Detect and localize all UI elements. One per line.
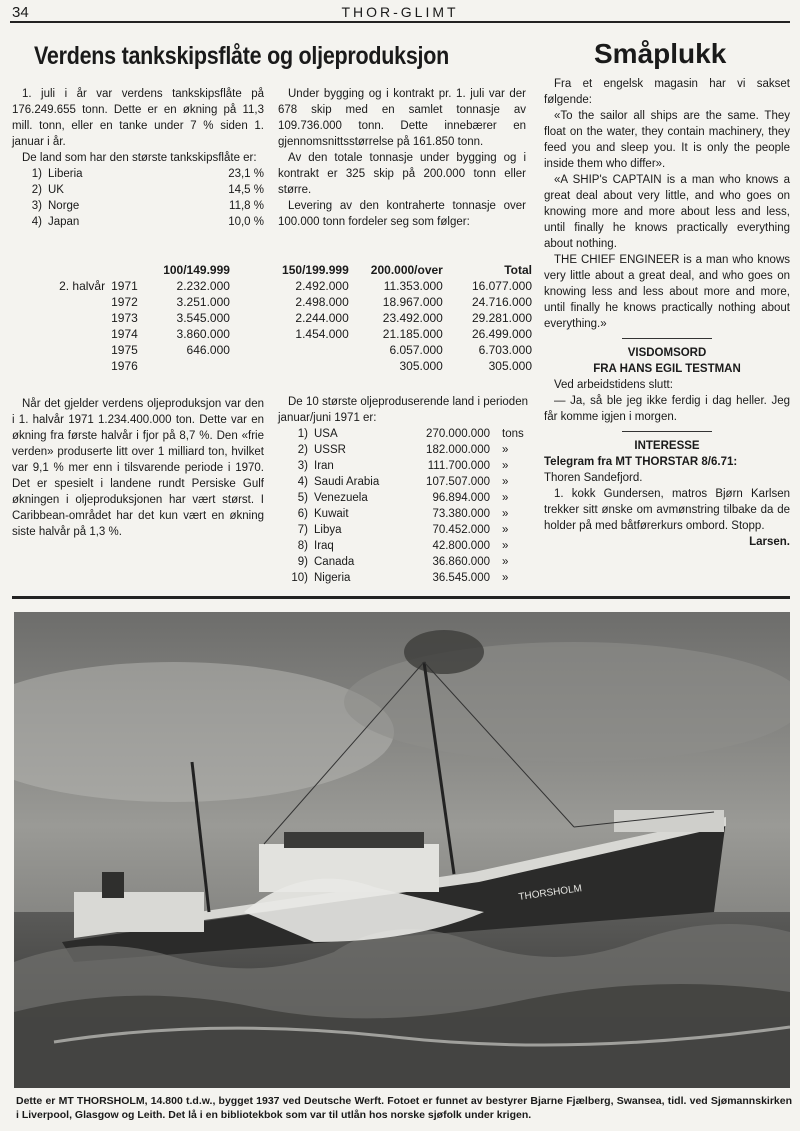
- table-cell: [230, 342, 349, 358]
- unit: »: [502, 492, 509, 504]
- article-title: Verdens tankskipsflåte og oljeproduksjon: [34, 42, 450, 70]
- rank: 10): [291, 572, 308, 584]
- rank: 8): [297, 540, 308, 552]
- table-cell: 1972: [111, 295, 138, 309]
- unit: »: [502, 444, 509, 456]
- table-cell: 2.244.000: [295, 311, 349, 325]
- table-row: [12, 342, 532, 358]
- list-item: [278, 522, 528, 538]
- country: USA: [314, 428, 338, 440]
- list-item: [278, 554, 528, 570]
- table-cell: 2.498.000: [295, 295, 349, 309]
- table-cell: 18.967.000: [382, 295, 443, 309]
- quote: «To the sailor all ships are the same. They float on the water, they contain machinery, they feed you and sleep you. It is only the people inside them who differ».: [544, 110, 790, 170]
- country: Liberia: [48, 168, 83, 180]
- section-heading: INTERESSE: [634, 440, 700, 452]
- rank: 4): [297, 476, 308, 488]
- table-header: [12, 262, 532, 278]
- smoke: [404, 630, 484, 674]
- delivery-table: [12, 262, 532, 374]
- table-cell: 11.353.000: [383, 279, 443, 293]
- table-cell: 2. halvår: [59, 279, 106, 293]
- smaplukk-column: [544, 76, 790, 550]
- country-list: [12, 166, 264, 230]
- header-cell: 100/149.999: [163, 263, 230, 277]
- telegram-heading: Telegram fra MT THORSTAR 8/6.71:: [544, 456, 738, 468]
- unit: »: [502, 524, 509, 536]
- header-cell: Total: [504, 263, 532, 277]
- list-item: [278, 570, 528, 586]
- table-cell: 1976: [111, 359, 138, 373]
- page-number: 34: [12, 4, 29, 21]
- table-cell: 23.492.000: [382, 311, 443, 325]
- table-cell: 21.185.000: [382, 327, 443, 341]
- table-row: [12, 358, 532, 374]
- paragraph: Under bygging og i kontrakt pr. 1. juli var der 678 skip med en samlet tonnasje av 109.736.000 tonn. Dette innebærer en gjennomsnittsstørrelse på 161.850 tonn.: [278, 88, 526, 148]
- country: Libya: [314, 524, 342, 536]
- table-cell: 6.057.000: [389, 343, 443, 357]
- table-cell: [12, 358, 111, 374]
- country: Nigeria: [314, 572, 351, 584]
- rank: 6): [297, 508, 308, 520]
- share: 14,5 %: [228, 184, 264, 196]
- production: 70.452.000: [432, 524, 490, 536]
- list-item: [12, 166, 264, 182]
- rank: 4): [31, 216, 42, 228]
- production: 42.800.000: [432, 540, 490, 552]
- section-divider: [622, 338, 712, 339]
- header-cell: 150/199.999: [282, 263, 349, 277]
- article-column-1: [12, 86, 264, 230]
- ship-photo: [14, 612, 790, 1088]
- telegram-text: 1. kokk Gundersen, matros Bjørn Karlsen trekker sitt ønske om avmønstring tilbake da de holder på med båtførerkurs ombord. Stopp.: [544, 488, 790, 532]
- table-cell: 1971: [111, 279, 138, 293]
- telegram-signature: Larsen.: [749, 536, 790, 548]
- section-subheading: FRA HANS EGIL TESTMAN: [593, 363, 741, 375]
- unit: »: [502, 540, 509, 552]
- country: Iran: [314, 460, 334, 472]
- article-column-2: [278, 86, 526, 230]
- unit: tons: [502, 428, 524, 440]
- unit: »: [502, 476, 509, 488]
- table-cell: 3.860.000: [176, 327, 230, 341]
- table-cell: 1.454.000: [295, 327, 349, 341]
- table-cell: 305.000: [488, 359, 532, 373]
- ship-illustration: [14, 612, 790, 1088]
- production: 182.000.000: [426, 444, 490, 456]
- paragraph: Levering av den kontraherte tonnasje over 100.000 tonn fordeler seg som følger:: [278, 200, 526, 228]
- aft-house: [74, 892, 204, 932]
- rank: 2): [297, 444, 308, 456]
- production: 96.894.000: [432, 492, 490, 504]
- ship-name: THORSHOLM: [517, 883, 583, 903]
- table-row: [12, 310, 532, 326]
- country: Canada: [314, 556, 355, 568]
- country: Japan: [48, 216, 80, 228]
- table-cell: 6.703.000: [478, 343, 532, 357]
- rank: 3): [297, 460, 308, 472]
- list-item: [12, 182, 264, 198]
- bridge-roof: [284, 832, 424, 848]
- table-cell: [12, 326, 111, 342]
- list-item: [278, 458, 528, 474]
- list-item: [278, 474, 528, 490]
- share: 11,8 %: [229, 200, 264, 212]
- paragraph: Når det gjelder verdens oljeproduksjon var den i 1. halvår 1971 1.234.400.000 ton. Dette var en økning fra første halvår i fjor på 8,7 %. Den «frie verden» produserte litt over 1 milliard ton, hvilket var 9,1 % mer enn i tilsvarende periode i 1970. Det er spesielt i landene rundt Persiske Gulf økningen i oljeproduksjonen har vært størst. I Caribbean-området har det kun vært en økning siste halvår på 1,3 %.: [12, 398, 264, 538]
- country: UK: [48, 184, 64, 196]
- table-cell: 3.545.000: [176, 311, 230, 325]
- country: Venezuela: [314, 492, 368, 504]
- paragraph: — Ja, så ble jeg ikke ferdig i dag heller. Jeg får komme igjen i morgen.: [544, 395, 790, 423]
- unit: »: [502, 508, 509, 520]
- country: Saudi Arabia: [314, 476, 380, 488]
- unit: »: [502, 572, 509, 584]
- production: 107.507.000: [426, 476, 490, 488]
- list-item: [278, 506, 528, 522]
- telegram-recipient: Thoren Sandefjord.: [544, 472, 643, 484]
- production: 270.000.000: [426, 428, 490, 440]
- article-intro: 1. juli i år var verdens tankskipsflåte på 176.249.655 tonn. Dette er en økning på 11,3 mill. tonn, eller en tanke under 7 % siden 1. januar i år.: [12, 88, 264, 148]
- production: 36.545.000: [432, 572, 490, 584]
- production: 73.380.000: [432, 508, 490, 520]
- list-item: [12, 214, 264, 230]
- paragraph: Ved arbeidstidens slutt:: [554, 379, 673, 391]
- rank: 1): [31, 168, 42, 180]
- table-cell: 305.000: [399, 359, 443, 373]
- share: 10,0 %: [228, 216, 264, 228]
- table-cell: 26.499.000: [471, 327, 532, 341]
- oil-intro: De 10 største oljeproduserende land i perioden januar/juni 1971 er:: [278, 396, 528, 424]
- oil-producers: [278, 394, 528, 586]
- production: 111.700.000: [427, 460, 490, 472]
- rank: 2): [31, 184, 42, 196]
- table-cell: [12, 310, 111, 326]
- oil-list: [278, 426, 528, 586]
- table-cell: [151, 358, 230, 374]
- country: Iraq: [314, 540, 334, 552]
- list-item: [12, 198, 264, 214]
- rank: 9): [297, 556, 308, 568]
- list-item: [278, 442, 528, 458]
- section-heading: VISDOMSORD: [627, 347, 707, 359]
- country: Norge: [48, 200, 80, 212]
- table-row: [12, 294, 532, 310]
- header-cell: [111, 262, 151, 278]
- countries-intro: De land som har den største tankskipsflåte er:: [22, 152, 257, 164]
- header-cell: [12, 262, 111, 278]
- unit: »: [502, 460, 509, 472]
- table-cell: 1975: [111, 343, 138, 357]
- table-cell: [12, 294, 111, 310]
- table-cell: 2.232.000: [176, 279, 230, 293]
- telegram-body: [544, 486, 790, 548]
- header-rule: [10, 21, 790, 23]
- funnel: [102, 872, 124, 898]
- paragraph: Av den totale tonnasje under bygging og i kontrakt er 325 skip på 200.000 tonn eller større.: [278, 152, 526, 196]
- production: 36.860.000: [432, 556, 490, 568]
- table-cell: 24.716.000: [471, 295, 532, 309]
- rank: 5): [297, 492, 308, 504]
- list-item: [278, 538, 528, 554]
- section-divider: [622, 431, 712, 432]
- table-row: [12, 326, 532, 342]
- running-title: THOR-GLIMT: [341, 4, 459, 20]
- rank: 3): [31, 200, 42, 212]
- country: USSR: [314, 444, 346, 456]
- table-cell: 16.077.000: [471, 279, 532, 293]
- table-cell: 29.281.000: [471, 311, 532, 325]
- rank: 7): [297, 524, 308, 536]
- section-rule: [12, 596, 790, 599]
- list-item: [278, 490, 528, 506]
- table-cell: 1974: [111, 327, 138, 341]
- share: 23,1 %: [228, 168, 264, 180]
- smaplukk-title: Småplukk: [594, 38, 727, 69]
- table-cell: [12, 342, 111, 358]
- table-cell: 1973: [111, 311, 138, 325]
- list-item: [278, 426, 528, 442]
- quote: THE CHIEF ENGINEER is a man who knows very little about a great deal, and who goes on knowing less and less about more and more, until finally he knows practically nothing about everything.»: [544, 254, 790, 330]
- photo-caption: Dette er MT THORSHOLM, 14.800 t.d.w., bygget 1937 ved Deutsche Werft. Fotoet er funnet av bestyrer Bjarne Fjælberg, Swansea, tidl. ved Sjømannskirken i Liverpool, Glasgow og Leith. Det lå i en bibliotekbok som var til utlån hos norske sjøfolk under krigen.: [16, 1095, 792, 1121]
- table-cell: 3.251.000: [176, 295, 230, 309]
- paragraph: Fra et engelsk magasin har vi sakset følgende:: [544, 78, 790, 106]
- rank: 1): [297, 428, 308, 440]
- country: Kuwait: [314, 508, 349, 520]
- table-cell: [230, 358, 349, 374]
- table-cell: 646.000: [186, 343, 230, 357]
- header-cell: 200.000/over: [370, 263, 443, 277]
- unit: »: [502, 556, 509, 568]
- table-cell: 2.492.000: [295, 279, 349, 293]
- oil-production-paragraph: [12, 396, 264, 540]
- table-row: [12, 278, 532, 294]
- quote: «A SHIP's CAPTAIN is a man who knows a great deal about very little, and who goes on knowing more and more about less and less, until finally he knows practically everything about nothing.: [544, 174, 790, 250]
